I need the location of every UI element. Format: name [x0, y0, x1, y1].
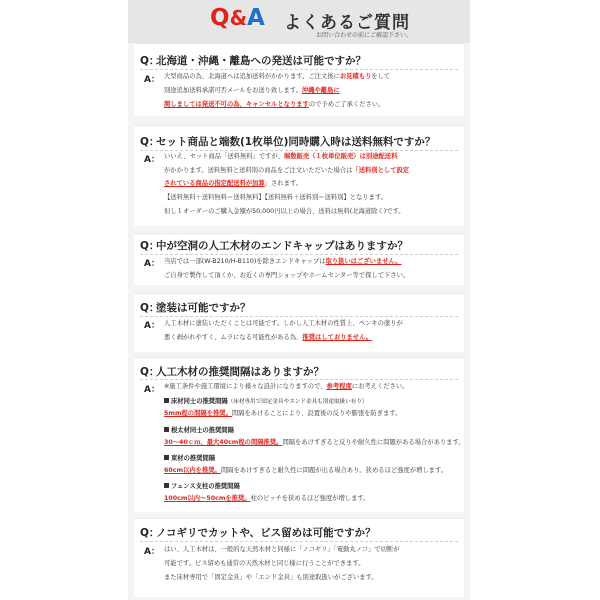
answer-highlight: お見積もり — [339, 73, 372, 80]
answer-mark: A： — [144, 259, 160, 269]
answer-text: ので予めご了承ください。 — [308, 101, 385, 108]
spacing-subheading — [164, 396, 368, 405]
divider — [140, 69, 458, 70]
answer-mark: A： — [144, 321, 160, 331]
faq-question — [140, 300, 251, 315]
answer-text: にお考えください。 — [351, 383, 409, 390]
answer-highlight: 30～40ｃｍ、最大40cm程の間隔推奨。 — [164, 439, 283, 446]
subheading-text: フェンス支柱の推奨間隔 — [171, 483, 240, 490]
answer-mark: A： — [144, 385, 160, 395]
faq-item-endcap — [134, 233, 464, 285]
answer-line: 但し１オーダーのご購入金額が50,000円以上の場合、送料は無料(北海道除く)です。 — [164, 208, 405, 215]
answer-highlight: 関しましては発送不可の為、キャンセルとなります — [164, 101, 309, 108]
faq-item-cutting — [134, 518, 464, 597]
answer-highlight: 沖縄や離島に — [301, 87, 340, 94]
answer-line — [164, 180, 302, 188]
qa-logo-q: Q — [210, 5, 230, 31]
divider — [140, 316, 458, 317]
subheading-text: 床材同士の推奨間隔 — [171, 398, 228, 405]
spacing-subheading — [164, 453, 215, 462]
answer-text: いいえ、セット商品「送料無料」ですが、 — [164, 153, 285, 160]
question-mark: Q： — [140, 527, 160, 539]
question-text: ノコギリでカットや、ビス留めは可能ですか？ — [156, 527, 376, 539]
faq-page — [128, 0, 470, 600]
divider — [140, 254, 458, 255]
answer-highlight: 100cm以内～50cmを推奨。 — [164, 495, 251, 502]
answer-line — [164, 495, 369, 503]
answer-text: がかかります。送料無料と送料別の商品をご注文いただいた場合は — [164, 167, 353, 174]
faq-question — [140, 238, 408, 253]
question-mark: Q： — [140, 136, 160, 148]
answer-highlight: 「送料別として設定 — [352, 167, 410, 174]
qa-logo-a: A — [247, 5, 265, 31]
faq-item-set-shipping — [134, 125, 464, 226]
answer-mark: A： — [144, 75, 160, 85]
answer-text: をして — [371, 73, 391, 80]
answer-text: ※施工条件や施工環境により様々な設計になりますので、 — [164, 383, 327, 390]
answer-line — [164, 101, 384, 109]
answer-line: また床材専用で「固定金具」や「エンド金具」も別途取扱いがございます。 — [164, 574, 378, 581]
faq-question — [140, 525, 376, 540]
answer-text: 大型商品の為、北海道へは追加送料がかかります。ご注文後に — [164, 73, 340, 80]
question-text: 北海道・沖縄・離島への発送は可能ですか？ — [156, 55, 366, 67]
faq-question — [140, 53, 366, 68]
answer-highlight: 5mm程の間隔を推奨。 — [164, 410, 232, 417]
answer-highlight: 推奨はしておりません。 — [302, 334, 373, 341]
answer-line — [164, 167, 409, 175]
answer-text: 間隔をあけすぎると反りや耐久性に問題がある場合があります。 — [282, 439, 465, 446]
answer-text: 間隔をあけすぎると耐久性に問題が出る場合あり。狭めるほど強度が増します。 — [220, 467, 448, 474]
faq-question — [140, 364, 324, 379]
subheading-text: 束材の推奨間隔 — [171, 455, 216, 462]
answer-text: 」されます。 — [264, 180, 303, 187]
subheading-note: （床材専用で固定金具やエンド金具も別途取扱い有り） — [227, 399, 368, 405]
square-bullet-icon — [164, 398, 169, 403]
answer-line — [164, 410, 401, 418]
answer-line — [164, 258, 402, 266]
question-mark: Q： — [140, 240, 160, 252]
faq-item-hokkaido — [134, 43, 464, 116]
spacing-subheading — [164, 425, 234, 434]
answer-line — [164, 153, 397, 161]
answer-line — [164, 383, 408, 391]
answer-line — [164, 467, 447, 475]
square-bullet-icon — [164, 427, 169, 432]
divider — [140, 150, 458, 151]
answer-line — [164, 439, 465, 447]
answer-line: ご自身で製作して頂くか、お近くの専門ショップやホームセンター等で探して下さい。 — [164, 272, 410, 279]
faq-header — [128, 0, 470, 43]
question-text: 塗装は可能ですか？ — [156, 302, 251, 314]
divider — [140, 379, 458, 380]
answer-text: 悪く剥がれやすく、ムラになる可能性がある為、 — [164, 334, 303, 341]
answer-highlight: されている商品の指定配送料が加算 — [164, 180, 265, 187]
answer-line: 可能です。ビス留めも通常の天然木材と同じ様に行うことができます。 — [164, 560, 365, 567]
question-text: 人工木材の推奨間隔はありますか？ — [156, 366, 324, 378]
faq-question — [140, 134, 435, 149]
divider — [140, 541, 458, 542]
answer-highlight: 取り扱いはございません。 — [325, 258, 402, 265]
subheading-text: 根太材同士の推奨間隔 — [171, 427, 234, 434]
answer-text: 柱のピッチを狭めるほど強度が増します。 — [250, 495, 370, 502]
answer-line: 【送料無料＋送料無料＝送料無料】【送料無料＋送料別＝送料別】となります。 — [164, 194, 388, 201]
question-mark: Q： — [140, 366, 160, 378]
square-bullet-icon — [164, 455, 169, 460]
page-title: よくあるご質問 — [284, 13, 410, 33]
question-mark: Q： — [140, 302, 160, 314]
square-bullet-icon — [164, 483, 169, 488]
faq-item-spacing — [134, 357, 464, 512]
answer-text: 間隔をあけることにより、設置後の反りや膨張を防ぎます。 — [231, 410, 402, 417]
faq-item-painting — [134, 293, 464, 352]
qa-logo-amp: & — [229, 6, 248, 30]
answer-mark: A： — [144, 547, 160, 557]
answer-text: 別途追加送料承諾可否メールをお送り致します。 — [164, 87, 302, 94]
answer-line — [164, 73, 390, 81]
question-text: 中が空洞の人工木材のエンドキャップはありますか？ — [156, 240, 408, 252]
answer-text: 当店では一部(W-B210/H-B110)を除きエンドキャップは — [164, 258, 326, 265]
answer-mark: A： — [144, 155, 160, 165]
answer-line — [164, 87, 340, 95]
answer-highlight: 参考程度 — [326, 383, 352, 390]
answer-line — [164, 334, 372, 342]
question-text: セット商品と端数(1枚単位)同時購入時は送料無料ですか？ — [156, 136, 436, 148]
answer-highlight: 60cm以内を推奨。 — [164, 467, 221, 474]
answer-line: はい、人工木材は、一般的な天然木材と同様に「ノコギリ」「電動丸ノコ」で切断が — [164, 546, 400, 553]
answer-highlight: 端数販売（１枚単位販売）は別途配送料 — [284, 153, 398, 160]
spacing-subheading — [164, 481, 240, 490]
qa-logo — [210, 5, 265, 31]
header-note: お問い合わせの前にご確認下さい。 — [316, 32, 413, 39]
question-mark: Q： — [140, 55, 160, 67]
answer-line: 人工木材に塗装いただくことは可能です。しかし人工木材の性質上、ペンキの塗りが — [164, 320, 403, 327]
